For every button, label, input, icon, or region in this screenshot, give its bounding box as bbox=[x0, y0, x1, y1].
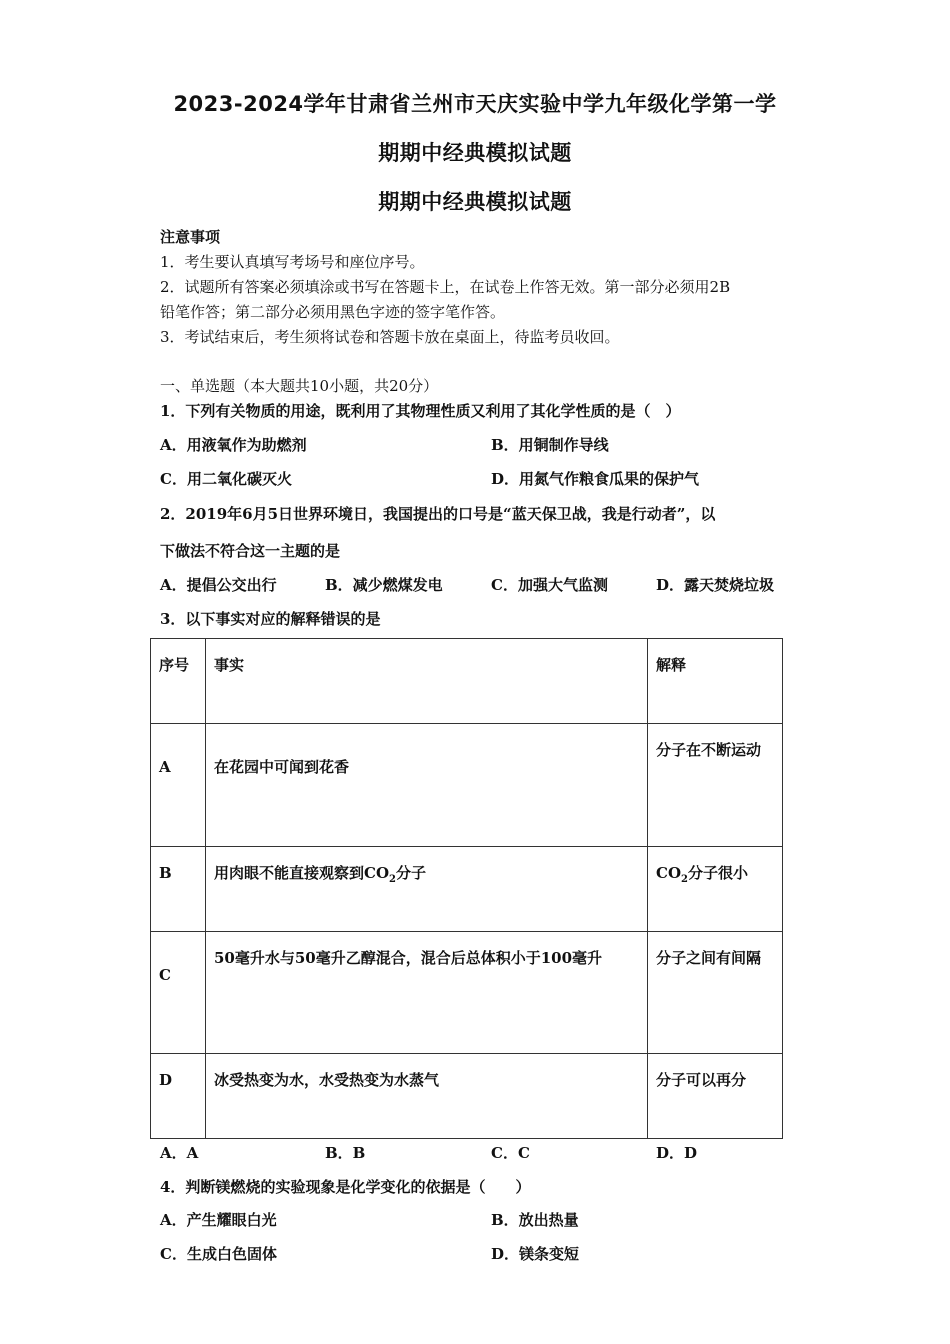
document-title-line-1: 2023-2024学年甘肃省兰州市天庆实验中学九年级化学第一学 bbox=[173, 92, 777, 116]
notice-item-3: 3．考试结束后，考生须将试卷和答题卡放在桌面上，待监考员收回。 bbox=[160, 328, 620, 346]
q3-option-c: C．C bbox=[491, 1144, 530, 1162]
q4-option-c: C．生成白色固体 bbox=[160, 1245, 277, 1263]
q2-stem-line-2: 下做法不符合这一主题的是 bbox=[160, 542, 341, 560]
table-row bbox=[151, 932, 783, 1054]
row-d-id: D bbox=[151, 1054, 206, 1139]
header-explain: 解释 bbox=[648, 639, 783, 724]
row-a-explain: 分子在不断运动 bbox=[648, 724, 783, 847]
q2-stem-line-1: 2．2019年6月5日世界环境日，我国提出的口号是“蓝天保卫战，我是行动者”，以 bbox=[160, 505, 716, 523]
q3-option-d: D．D bbox=[656, 1144, 698, 1162]
header-id: 序号 bbox=[151, 639, 206, 724]
row-d-explain: 分子可以再分 bbox=[648, 1054, 783, 1139]
header-fact: 事实 bbox=[206, 639, 648, 724]
q3-option-b: B．B bbox=[325, 1144, 366, 1162]
q1-option-c: C．用二氧化碳灭火 bbox=[160, 470, 292, 488]
row-b-fact: 用肉眼不能直接观察到$CO_2$分子 bbox=[206, 847, 648, 932]
q4-option-b: B．放出热量 bbox=[491, 1211, 579, 1229]
document-title-line-2: 期期中经典模拟试题 bbox=[378, 141, 572, 165]
q3-option-a: A．A bbox=[160, 1144, 199, 1162]
q4-option-d: D．镁条变短 bbox=[491, 1245, 580, 1263]
notice-item-1: 1．考生要认真填写考场号和座位序号。 bbox=[160, 253, 425, 271]
notice-item-2: 2．试题所有答案必须填涂或书写在答题卡上，在试卷上作答无效。第一部分必须用2B bbox=[160, 278, 731, 296]
q4-option-a: A．产生耀眼白光 bbox=[160, 1211, 277, 1229]
q2-option-d: D．露天焚烧垃圾 bbox=[656, 576, 775, 594]
q2-option-c: C．加强大气监测 bbox=[491, 576, 608, 594]
table-row bbox=[151, 847, 783, 932]
row-c-explain: 分子之间有间隔 bbox=[648, 932, 783, 1054]
row-c-id: C bbox=[151, 932, 206, 1054]
row-b-id: B bbox=[151, 847, 206, 932]
row-b-explain: $CO_2$分子很小 bbox=[648, 847, 783, 932]
section-heading: 一、单选题（本大题共10小题，共20分） bbox=[160, 377, 439, 395]
notice-heading: 注意事项 bbox=[160, 228, 221, 246]
q1-option-a: A．用液氧作为助燃剂 bbox=[160, 436, 307, 454]
notice-item-2-cont: 铅笔作答；第二部分必须用黑色字迹的签字笔作答。 bbox=[160, 303, 506, 321]
row-a-id: A bbox=[151, 724, 206, 847]
table-header-row bbox=[151, 639, 783, 724]
row-d-fact: 冰受热变为水，水受热变为水蒸气 bbox=[206, 1054, 648, 1139]
q2-option-b: B．减少燃煤发电 bbox=[325, 576, 443, 594]
q1-option-b: B．用铜制作导线 bbox=[491, 436, 609, 454]
q2-option-a: A．提倡公交出行 bbox=[160, 576, 277, 594]
row-c-fact: 50毫升水与50毫升乙醇混合，混合后总体积小于100毫升 bbox=[206, 932, 648, 1054]
q3-stem: 3．以下事实对应的解释错误的是 bbox=[160, 610, 381, 628]
document-title-line-3: 期期中经典模拟试题 bbox=[378, 190, 572, 214]
q1-option-d: D．用氮气作粮食瓜果的保护气 bbox=[491, 470, 700, 488]
q1-stem: 1．下列有关物质的用途，既利用了其物理性质又利用了其化学性质的是（ ） bbox=[160, 402, 681, 420]
q3-facts-table bbox=[150, 638, 783, 1139]
q4-stem: 4．判断镁燃烧的实验现象是化学变化的依据是（ ） bbox=[160, 1178, 531, 1196]
table-row bbox=[151, 1054, 783, 1139]
row-a-fact: 在花园中可闻到花香 bbox=[206, 724, 648, 847]
table-row bbox=[151, 724, 783, 847]
